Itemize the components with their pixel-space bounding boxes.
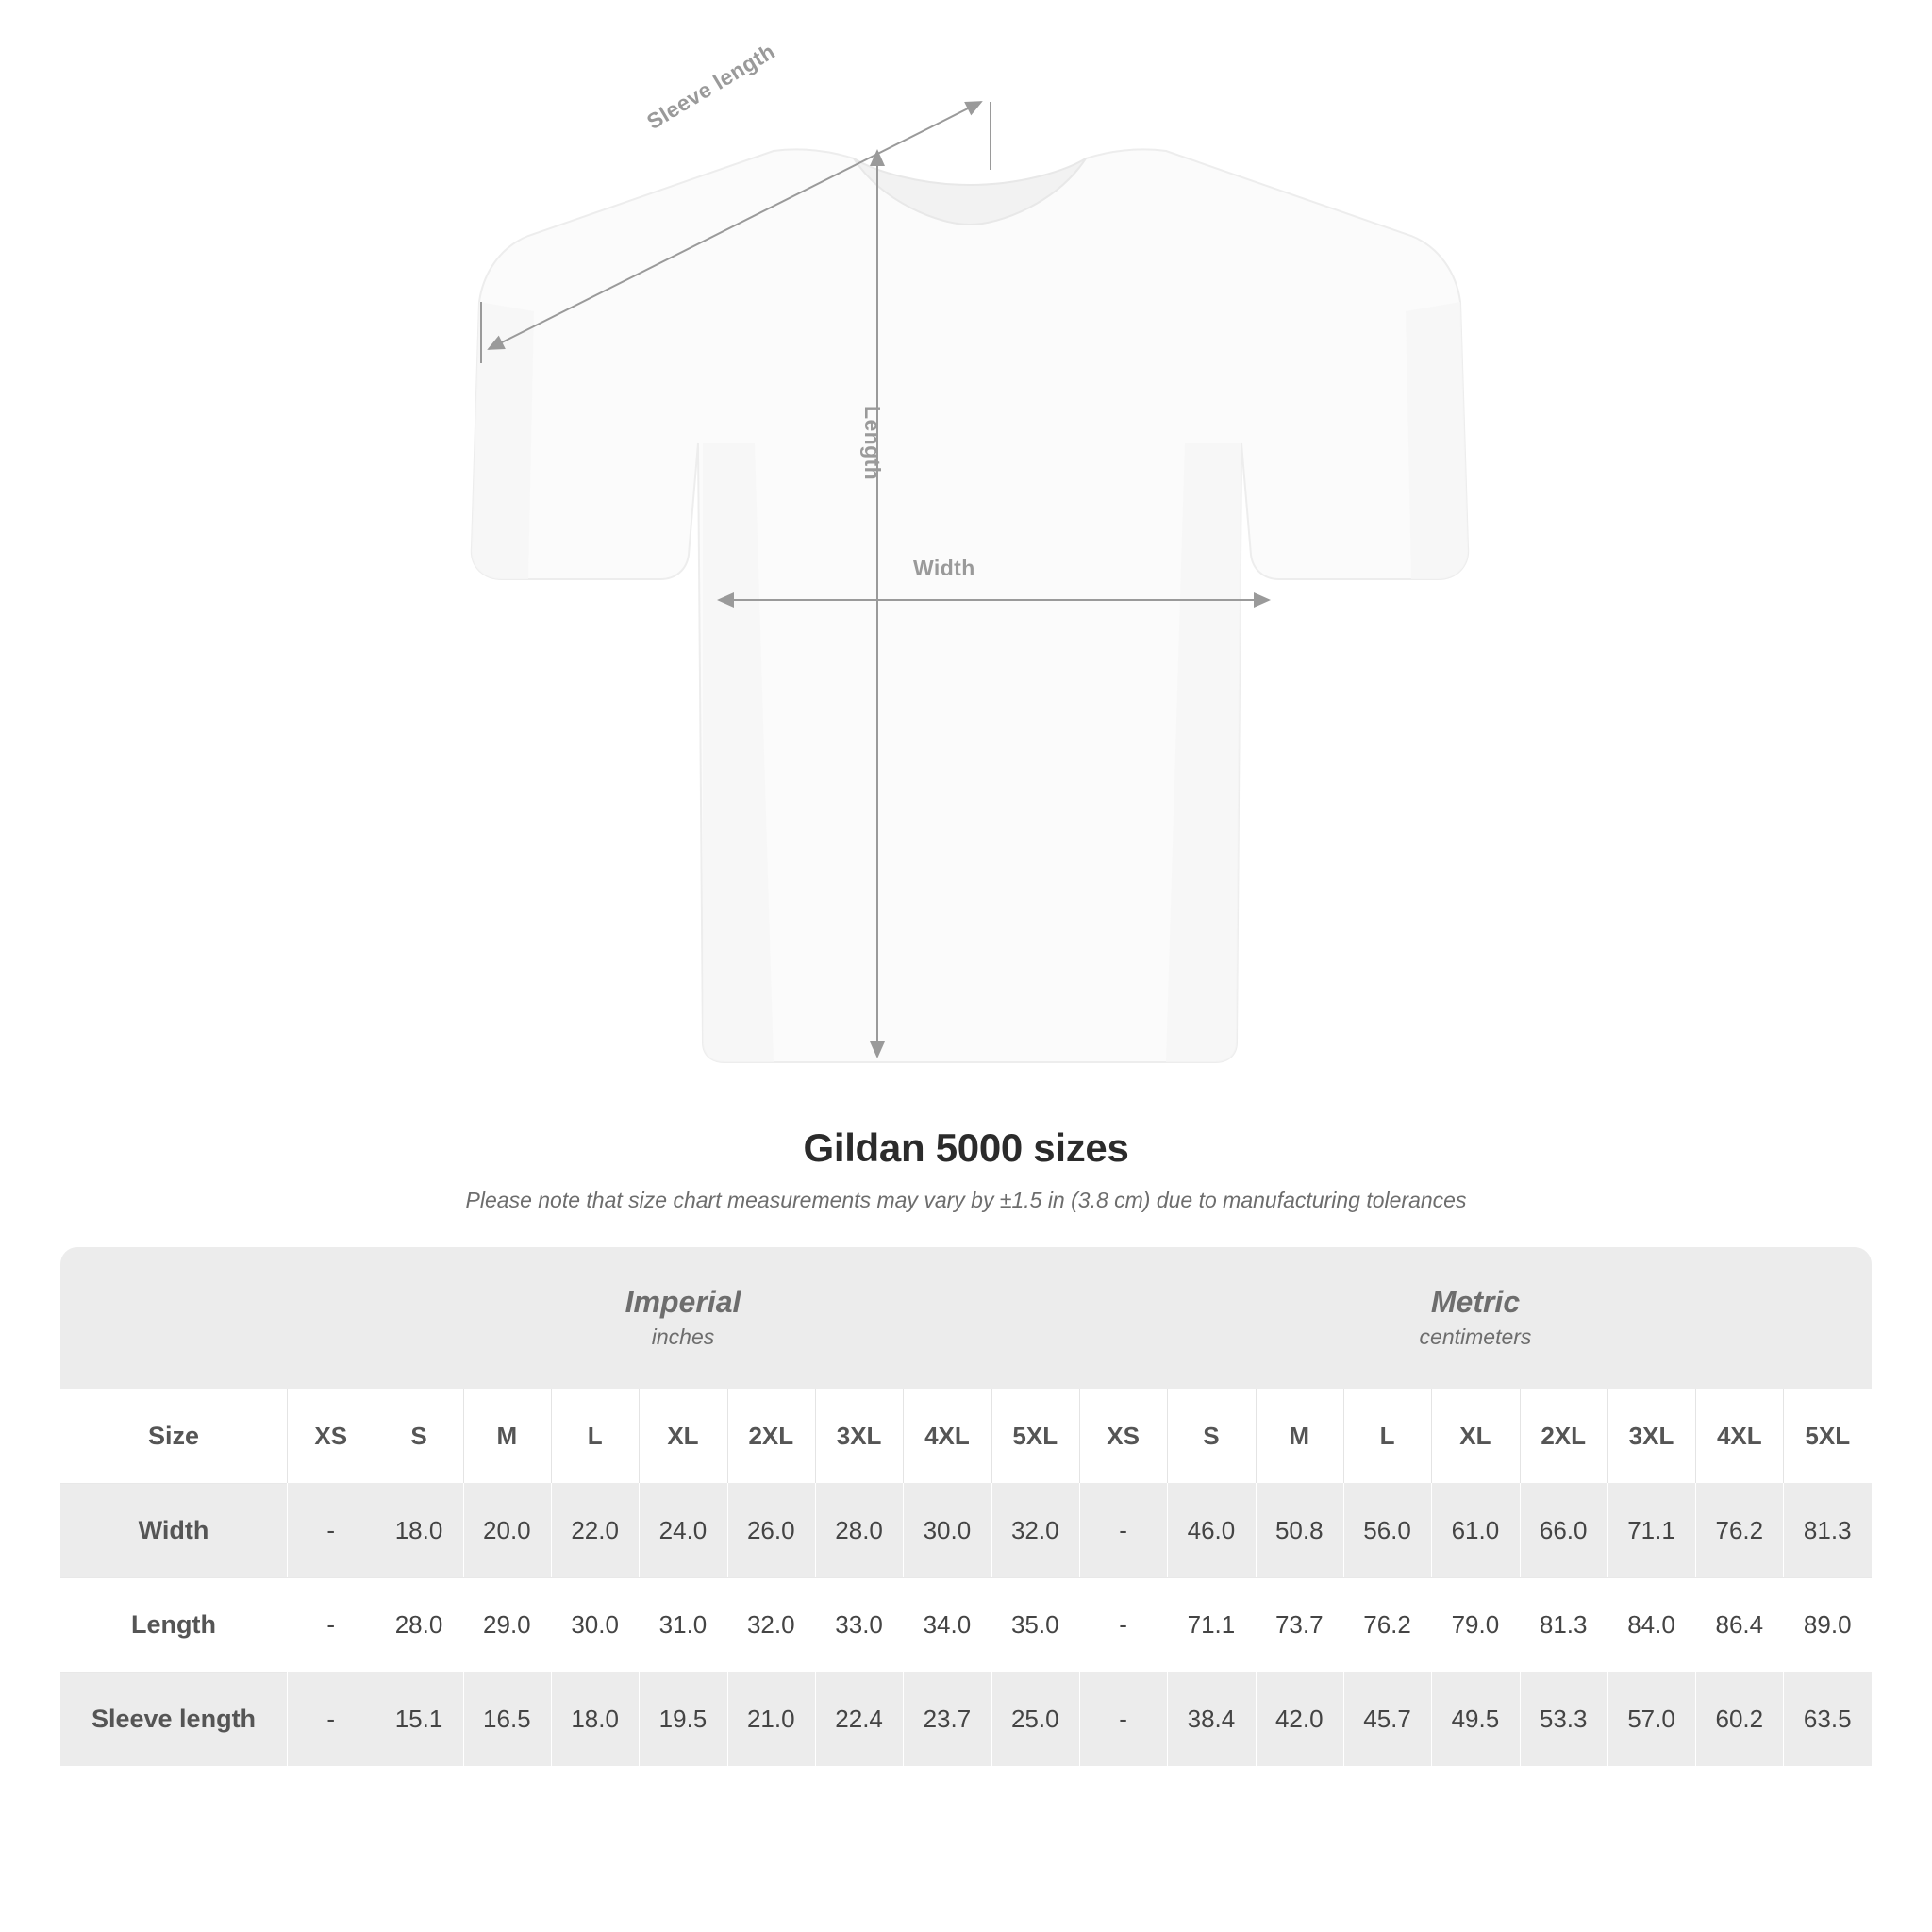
tshirt-shape	[472, 149, 1468, 1062]
cell-sleeve-imperial-4xl: 23.7	[903, 1672, 991, 1766]
size-header-imperial-m: M	[463, 1389, 551, 1483]
cell-width-metric-m: 50.8	[1256, 1483, 1343, 1577]
unit-units-imperial: inches	[651, 1324, 715, 1349]
cell-sleeve-imperial-s: 15.1	[375, 1672, 462, 1766]
cell-length-metric-xl: 79.0	[1431, 1577, 1519, 1672]
cell-sleeve-imperial-5xl: 25.0	[991, 1672, 1079, 1766]
cell-sleeve-metric-s: 38.4	[1167, 1672, 1255, 1766]
size-header-metric-s: S	[1167, 1389, 1255, 1483]
unit-header-row	[60, 1247, 1872, 1389]
cell-width-metric-xl: 61.0	[1431, 1483, 1519, 1577]
size-header-imperial-s: S	[375, 1389, 462, 1483]
cell-width-imperial-4xl: 30.0	[903, 1483, 991, 1577]
cell-length-imperial-4xl: 34.0	[903, 1577, 991, 1672]
size-header-imperial-5xl: 5XL	[991, 1389, 1079, 1483]
cell-sleeve-metric-5xl: 63.5	[1783, 1672, 1872, 1766]
cell-sleeve-metric-3xl: 57.0	[1607, 1672, 1695, 1766]
size-header-imperial-4xl: 4XL	[903, 1389, 991, 1483]
unit-system-imperial: Imperial	[625, 1284, 741, 1319]
title-block	[0, 1125, 1932, 1213]
cell-sleeve-imperial-m: 16.5	[463, 1672, 551, 1766]
column-header-size: Size	[60, 1389, 287, 1483]
cell-sleeve-imperial-xs: -	[287, 1672, 375, 1766]
size-table	[60, 1247, 1872, 1766]
size-header-imperial-xl: XL	[639, 1389, 726, 1483]
cell-width-imperial-2xl: 26.0	[727, 1483, 815, 1577]
cell-width-imperial-xl: 24.0	[639, 1483, 726, 1577]
cell-width-imperial-5xl: 32.0	[991, 1483, 1079, 1577]
cell-width-imperial-xs: -	[287, 1483, 375, 1577]
table-row	[60, 1672, 1872, 1766]
row-label-width: Width	[60, 1483, 287, 1577]
size-header-metric-m: M	[1256, 1389, 1343, 1483]
page-title: Gildan 5000 sizes	[803, 1125, 1129, 1170]
cell-length-metric-2xl: 81.3	[1520, 1577, 1607, 1672]
cell-length-imperial-l: 30.0	[551, 1577, 639, 1672]
width-label: Width	[913, 556, 975, 580]
cell-length-imperial-5xl: 35.0	[991, 1577, 1079, 1672]
cell-width-imperial-m: 20.0	[463, 1483, 551, 1577]
cell-sleeve-imperial-2xl: 21.0	[727, 1672, 815, 1766]
unit-spacer-cell	[60, 1247, 287, 1389]
size-header-metric-3xl: 3XL	[1607, 1389, 1695, 1483]
size-table-wrap	[60, 1247, 1872, 1766]
cell-length-imperial-3xl: 33.0	[815, 1577, 903, 1672]
row-label-length: Length	[60, 1577, 287, 1672]
cell-length-metric-5xl: 89.0	[1783, 1577, 1872, 1672]
cell-width-metric-3xl: 71.1	[1607, 1483, 1695, 1577]
cell-width-metric-l: 56.0	[1343, 1483, 1431, 1577]
size-header-metric-xs: XS	[1079, 1389, 1167, 1483]
size-header-row	[60, 1389, 1872, 1483]
cell-sleeve-metric-xl: 49.5	[1431, 1672, 1519, 1766]
size-header-imperial-l: L	[551, 1389, 639, 1483]
cell-length-metric-s: 71.1	[1167, 1577, 1255, 1672]
row-label-sleeve-length: Sleeve length	[60, 1672, 287, 1766]
cell-length-metric-4xl: 86.4	[1695, 1577, 1783, 1672]
cell-sleeve-metric-2xl: 53.3	[1520, 1672, 1607, 1766]
cell-width-metric-5xl: 81.3	[1783, 1483, 1872, 1577]
cell-sleeve-metric-m: 42.0	[1256, 1672, 1343, 1766]
table-row	[60, 1483, 1872, 1577]
cell-width-imperial-s: 18.0	[375, 1483, 462, 1577]
cell-sleeve-imperial-l: 18.0	[551, 1672, 639, 1766]
size-header-metric-xl: XL	[1431, 1389, 1519, 1483]
length-label: Length	[860, 406, 885, 481]
cell-length-imperial-2xl: 32.0	[727, 1577, 815, 1672]
cell-width-metric-4xl: 76.2	[1695, 1483, 1783, 1577]
cell-width-imperial-3xl: 28.0	[815, 1483, 903, 1577]
cell-sleeve-metric-xs: -	[1079, 1672, 1167, 1766]
size-header-imperial-2xl: 2XL	[727, 1389, 815, 1483]
size-header-imperial-xs: XS	[287, 1389, 375, 1483]
size-header-metric-l: L	[1343, 1389, 1431, 1483]
unit-units-metric: centimeters	[1419, 1324, 1532, 1349]
cell-width-metric-xs: -	[1079, 1483, 1167, 1577]
cell-sleeve-metric-4xl: 60.2	[1695, 1672, 1783, 1766]
cell-length-imperial-xl: 31.0	[639, 1577, 726, 1672]
cell-sleeve-metric-l: 45.7	[1343, 1672, 1431, 1766]
cell-length-imperial-xs: -	[287, 1577, 375, 1672]
unit-system-metric: Metric	[1430, 1284, 1521, 1319]
size-header-metric-4xl: 4XL	[1695, 1389, 1783, 1483]
cell-sleeve-imperial-3xl: 22.4	[815, 1672, 903, 1766]
size-header-imperial-3xl: 3XL	[815, 1389, 903, 1483]
cell-sleeve-imperial-xl: 19.5	[639, 1672, 726, 1766]
cell-width-metric-s: 46.0	[1167, 1483, 1255, 1577]
table-row	[60, 1577, 1872, 1672]
unit-group-imperial	[287, 1247, 1079, 1389]
size-header-metric-2xl: 2XL	[1520, 1389, 1607, 1483]
cell-width-imperial-l: 22.0	[551, 1483, 639, 1577]
cell-length-imperial-s: 28.0	[375, 1577, 462, 1672]
size-header-metric-5xl: 5XL	[1783, 1389, 1872, 1483]
cell-length-metric-3xl: 84.0	[1607, 1577, 1695, 1672]
sleeve-length-label: Sleeve length	[642, 38, 779, 135]
cell-length-metric-xs: -	[1079, 1577, 1167, 1672]
tolerance-note: Please note that size chart measurements may vary by ±1.5 in (3.8 cm) due to manufacturing tolerances	[465, 1188, 1467, 1212]
cell-length-imperial-m: 29.0	[463, 1577, 551, 1672]
cell-length-metric-m: 73.7	[1256, 1577, 1343, 1672]
cell-length-metric-l: 76.2	[1343, 1577, 1431, 1672]
cell-width-metric-2xl: 66.0	[1520, 1483, 1607, 1577]
unit-group-metric	[1079, 1247, 1872, 1389]
